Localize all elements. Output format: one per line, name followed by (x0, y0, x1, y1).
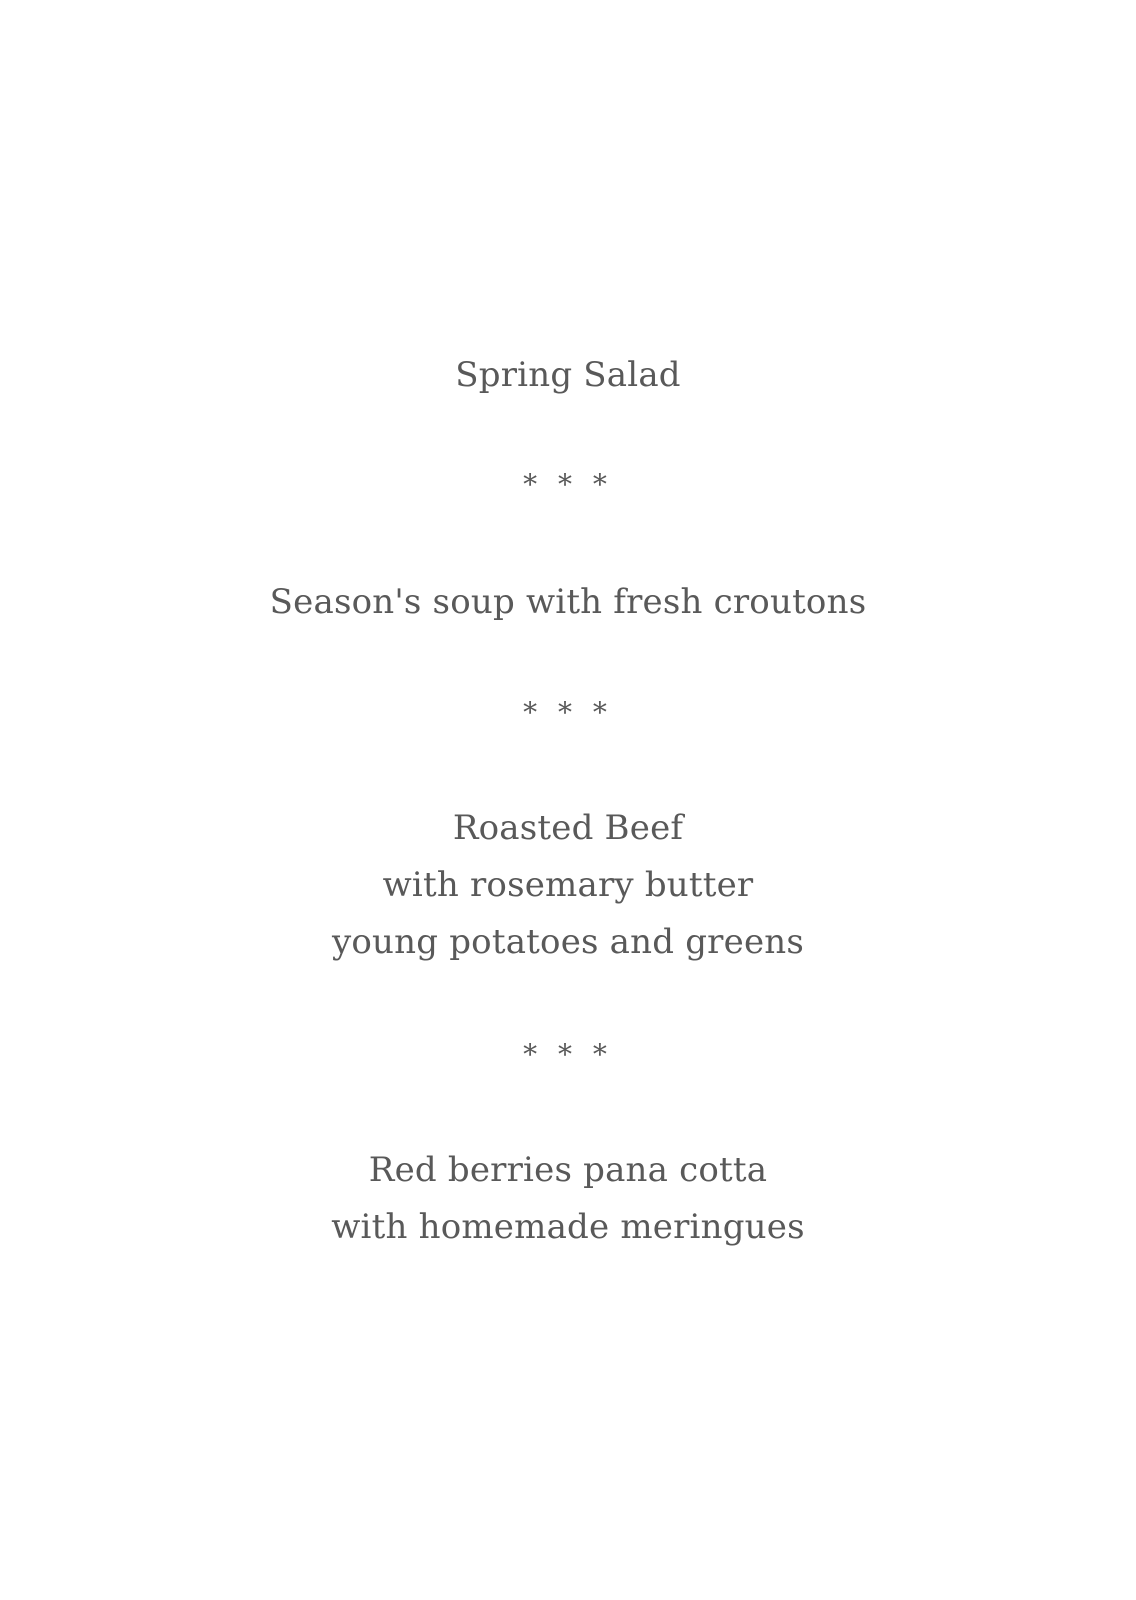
course-4-line-1: Red berries pana cotta (368, 1150, 768, 1190)
course-4-line-2: with homemade meringues (331, 1207, 805, 1247)
course-3-line-2: with rosemary butter (382, 865, 754, 905)
course-3-line-1: Roasted Beef (452, 808, 684, 848)
course-2-line-1: Season's soup with fresh croutons (269, 582, 867, 622)
separator-1: * * * (523, 468, 613, 501)
course-1-line-1: Spring Salad (455, 355, 681, 395)
separator-3: * * * (523, 1038, 613, 1071)
course-3-line-3: young potatoes and greens (331, 922, 805, 962)
separator-2: * * * (523, 696, 613, 729)
